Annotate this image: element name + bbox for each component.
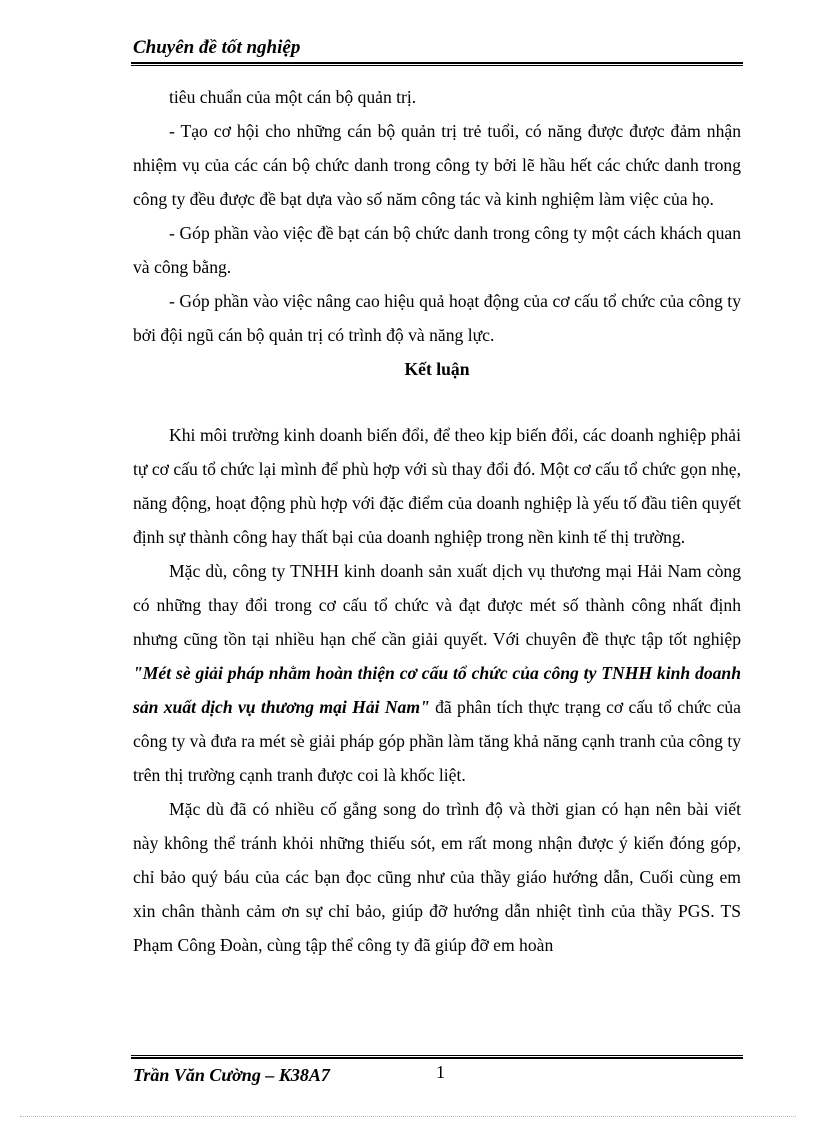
thesis-title: "Mét sè giải pháp nhằm hoàn thiện cơ cấu tổ chức của công ty TNHH kinh doanh sản xuất dịch vụ thương mại Hải Nam" <box>133 663 741 717</box>
paragraph <box>133 554 741 792</box>
bullet-paragraph: - Góp phần vào việc đề bạt cán bộ chức danh trong công ty một cách khách quan và công bằng. <box>133 223 741 277</box>
paragraph: Khi môi trường kinh doanh biến đổi, để theo kịp biến đổi, các doanh nghiệp phải tự cơ cấu tổ chức lại mình để phù hợp với sù thay đổi đó. Một cơ cấu tổ chức gọn nhẹ, năng động, hoạt động phù hợp với đặc điểm của doanh nghiệp là yếu tố đầu tiên quyết định sự thành công hay thất bại của doanh nghiệp trong nền kinh tế thị trường. <box>133 425 741 547</box>
footer-author: Trần Văn Cường – K38A7 <box>133 1065 330 1085</box>
footer-rule <box>131 1057 743 1059</box>
page-number: 1 <box>436 1062 445 1082</box>
section-heading: Kết luận <box>404 359 470 379</box>
document-body <box>133 80 741 962</box>
page-edge-dots <box>20 1116 796 1117</box>
paragraph-text: đã phân tích thực trạng cơ cấu tổ chức của công ty và đưa ra mét sè giải pháp góp phần làm tăng khả năng cạnh tranh của công ty trên thị trường cạnh tranh được coi là khốc liệt. <box>133 697 742 785</box>
bullet-paragraph: - Góp phần vào việc nâng cao hiệu quả hoạt động của cơ cấu tổ chức của công ty bởi đội ngũ cán bộ quản trị có trình độ và năng lực. <box>133 291 741 345</box>
paragraph: Mặc dù đã có nhiều cố gắng song do trình độ và thời gian có hạn nên bài viết này không thể tránh khỏi những thiếu sót, em rất mong nhận được ý kiến đóng góp, chỉ bảo quý báu của các bạn đọc cũng như của thầy giáo hướng dẫn, Cuối cùng em xin chân thành cảm ơn sự chỉ bảo, giúp đỡ hướng dẫn nhiệt tình của thầy PGS. TS Phạm Công Đoàn, cùng tập thể công ty đã giúp đỡ em hoàn <box>133 799 741 955</box>
bullet-paragraph: - Tạo cơ hội cho những cán bộ quản trị trẻ tuổi, có năng được được đảm nhận nhiệm vụ của các cán bộ chức danh trong công ty bởi lẽ hầu hết các chức danh trong công ty đều được đề bạt dựa vào số năm công tác và kinh nghiệm làm việc của họ. <box>133 121 741 209</box>
header-rule <box>131 62 743 64</box>
paragraph: tiêu chuẩn của một cán bộ quản trị. <box>169 87 417 107</box>
footer-rule-thin <box>131 1055 743 1056</box>
paragraph-text: Mặc dù, công ty TNHH kinh doanh sản xuất dịch vụ thương mại Hải Nam còng có những thay đổi trong cơ cấu tổ chức và đạt được mét số thành công nhất định nhưng cũng tồn tại nhiều hạn chế cần giải quyết. Với chuyên đề thực tập tốt nghiệp <box>133 561 741 649</box>
running-header: Chuyên đề tốt nghiệp <box>133 37 301 58</box>
header-rule-thin <box>131 65 743 66</box>
spacer <box>133 386 741 418</box>
